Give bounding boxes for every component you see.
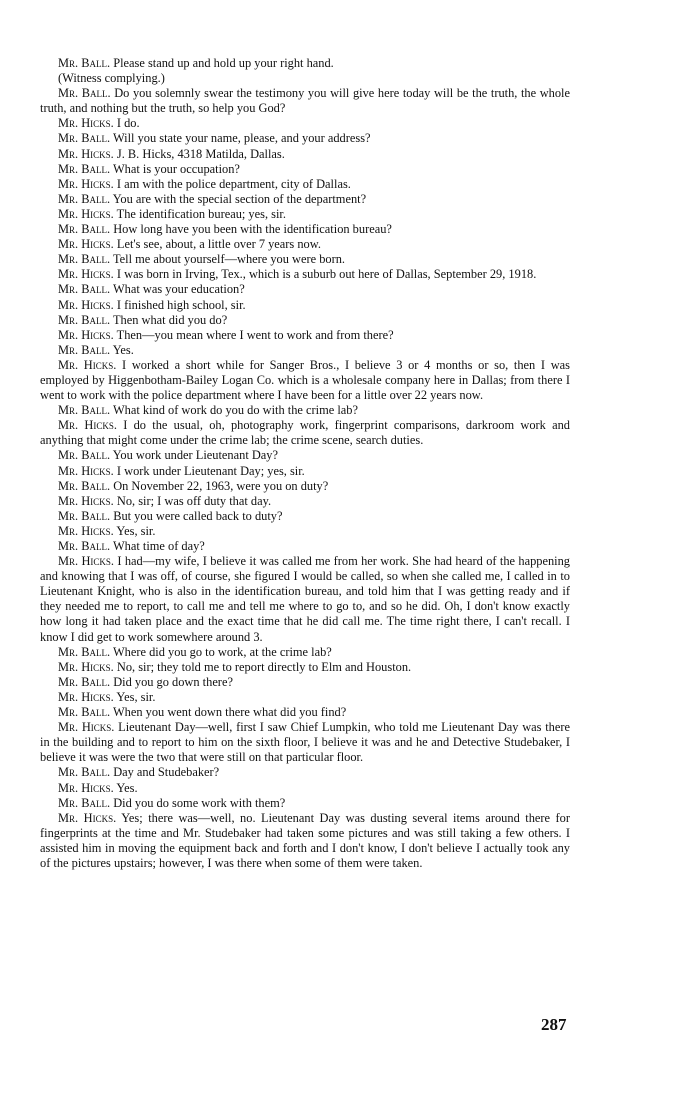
testimony-text: Where did you go to work, at the crime lab? xyxy=(112,644,332,659)
speaker-label: Mr. Hicks. xyxy=(58,689,114,704)
speaker-label: Mr. Ball. xyxy=(58,539,111,553)
testimony-text: The identification bureau; yes, sir. xyxy=(116,206,286,221)
transcript-paragraph xyxy=(40,781,570,796)
speaker-label: Mr. Hicks. xyxy=(58,418,117,433)
speaker-label: Mr. Hicks. xyxy=(58,206,114,221)
testimony-text: When you went down there what did you find? xyxy=(112,705,347,720)
transcript-paragraph xyxy=(40,328,570,343)
transcript-paragraph xyxy=(40,358,570,403)
testimony-text: What is your occupation? xyxy=(112,161,240,176)
transcript-paragraph xyxy=(40,343,570,358)
speaker-label: Mr. Ball. xyxy=(58,56,111,70)
testimony-text: Yes, sir. xyxy=(116,689,156,704)
speaker-label: Mr. Ball. xyxy=(58,674,111,689)
transcript-paragraph xyxy=(40,71,570,86)
testimony-text: Yes, sir. xyxy=(116,523,156,538)
transcript-paragraph xyxy=(40,554,570,645)
transcript-paragraph xyxy=(40,162,570,177)
transcript-paragraph xyxy=(40,690,570,705)
testimony-text: Day and Studebaker? xyxy=(113,765,220,780)
testimony-text: I work under Lieutenant Day; yes, sir. xyxy=(116,463,305,478)
speaker-label: Mr. Ball. xyxy=(58,161,111,176)
transcript-paragraph xyxy=(40,147,570,162)
speaker-label: Mr. Ball. xyxy=(58,478,111,493)
speaker-label: Mr. Ball. xyxy=(58,795,111,810)
transcript-page xyxy=(40,56,570,871)
speaker-label: Mr. Hicks. xyxy=(58,116,114,131)
transcript-paragraph xyxy=(40,720,570,765)
transcript-paragraph xyxy=(40,237,570,252)
speaker-label: Mr. Ball. xyxy=(58,342,111,357)
speaker-label: Mr. Ball. xyxy=(58,252,111,267)
speaker-label: Mr. Ball. xyxy=(58,644,111,659)
speaker-label: Mr. Ball. xyxy=(58,282,111,297)
testimony-text: Then—you mean where I went to work and from there? xyxy=(116,327,394,342)
speaker-label: Mr. Hicks. xyxy=(58,463,114,478)
speaker-label: Mr. Ball. xyxy=(58,312,111,327)
speaker-label: Mr. Ball. xyxy=(58,448,111,463)
transcript-paragraph xyxy=(40,509,570,524)
transcript-paragraph xyxy=(40,479,570,494)
speaker-label: Mr. Hicks. xyxy=(58,357,117,372)
transcript-paragraph xyxy=(40,252,570,267)
transcript-paragraph xyxy=(40,403,570,418)
testimony-text: I am with the police department, city of Dallas. xyxy=(116,176,351,191)
transcript-paragraph xyxy=(40,524,570,539)
transcript-paragraph xyxy=(40,675,570,690)
transcript-paragraph xyxy=(40,765,570,780)
testimony-text: Please stand up and hold up your right hand. xyxy=(113,56,334,70)
transcript-paragraph xyxy=(40,56,570,71)
speaker-label: Mr. Ball. xyxy=(58,131,111,146)
testimony-text: You work under Lieutenant Day? xyxy=(112,448,279,463)
testimony-text: I do the usual, oh, photography work, fingerprint comparisons, darkroom work and anything that might come under the crime lab; the crime scene, search duties. xyxy=(40,418,570,448)
transcript-paragraph xyxy=(40,464,570,479)
testimony-text: On November 22, 1963, were you on duty? xyxy=(113,478,329,493)
speaker-label: Mr. Hicks. xyxy=(58,780,114,795)
speaker-label: Mr. Ball. xyxy=(58,222,111,237)
testimony-text: I was born in Irving, Tex., which is a suburb out here of Dallas, September 29, 1918. xyxy=(116,267,537,282)
speaker-label: Mr. Ball. xyxy=(58,765,111,780)
transcript-paragraph xyxy=(40,177,570,192)
testimony-text: Tell me about yourself—where you were born. xyxy=(112,252,346,267)
transcript-paragraph xyxy=(40,660,570,675)
transcript-paragraph xyxy=(40,796,570,811)
transcript-paragraph xyxy=(40,494,570,509)
transcript-body xyxy=(40,56,570,871)
testimony-text: I worked a short while for Sanger Bros., I believe 3 or 4 months or so, then I was employed by Higgenbotham-Bailey Logan Co. which is a wholesale company here in Dallas; from there I went to work with the police department where I have been for a little over 22 years now. xyxy=(40,357,570,403)
testimony-text: Yes. xyxy=(116,780,138,795)
testimony-text: But you were called back to duty? xyxy=(113,508,283,523)
testimony-text: Did you go down there? xyxy=(113,674,233,689)
testimony-text: J. B. Hicks, 4318 Matilda, Dallas. xyxy=(116,146,285,161)
speaker-label: Mr. Hicks. xyxy=(58,146,114,161)
speaker-label: Mr. Hicks. xyxy=(58,176,114,191)
testimony-text: I do. xyxy=(116,116,140,131)
testimony-text: Lieutenant Day—well, first I saw Chief Lumpkin, who told me Lieutenant Day was there in the building and to report to him on the sixth floor, I believe it was and he and Detective Studebaker, I believe it was were the two that were still on that particular floor. xyxy=(40,720,570,765)
transcript-paragraph xyxy=(40,116,570,131)
speaker-label: Mr. Ball. xyxy=(58,191,111,206)
transcript-paragraph xyxy=(40,448,570,463)
speaker-label: Mr. Hicks. xyxy=(58,267,114,282)
testimony-text: You are with the special section of the department? xyxy=(112,191,367,206)
page-number: 287 xyxy=(541,1015,567,1034)
testimony-text: Yes. xyxy=(112,342,134,357)
transcript-paragraph xyxy=(40,418,570,448)
transcript-paragraph xyxy=(40,705,570,720)
transcript-paragraph xyxy=(40,207,570,222)
speaker-label: Mr. Hicks. xyxy=(58,659,114,674)
transcript-paragraph xyxy=(40,811,570,871)
testimony-text: No, sir; I was off duty that day. xyxy=(116,493,272,508)
transcript-paragraph xyxy=(40,222,570,237)
speaker-label: Mr. Hicks. xyxy=(58,493,114,508)
transcript-paragraph xyxy=(40,539,570,554)
speaker-label: Mr. Ball. xyxy=(58,705,111,720)
testimony-text: Do you solemnly swear the testimony you will give here today will be the truth, the whole truth, and nothing but the truth, so help you God? xyxy=(40,86,570,116)
speaker-label: Mr. Hicks. xyxy=(58,327,114,342)
speaker-label: Mr. Hicks. xyxy=(58,237,114,252)
speaker-label: Mr. Ball. xyxy=(58,403,111,418)
testimony-text: (Witness complying.) xyxy=(58,71,165,86)
testimony-text: What kind of work do you do with the crime lab? xyxy=(112,403,358,418)
transcript-paragraph xyxy=(40,645,570,660)
transcript-paragraph xyxy=(40,131,570,146)
testimony-text: Then what did you do? xyxy=(112,312,228,327)
transcript-paragraph xyxy=(40,282,570,297)
transcript-paragraph xyxy=(40,313,570,328)
speaker-label: Mr. Hicks. xyxy=(58,810,117,825)
testimony-text: Yes; there was—well, no. Lieutenant Day was dusting several items around there for fingerprints at the time and Mr. Studebaker had taken some pictures and was still taking a few others. I assisted him in moving the equipment back and forth and I don't know, I don't believe I actually took any of the pictures upstairs; however, I was there when some of them were taken. xyxy=(40,810,570,870)
speaker-label: Mr. Ball. xyxy=(58,508,111,523)
transcript-paragraph xyxy=(40,267,570,282)
speaker-label: Mr. Hicks. xyxy=(58,720,115,735)
speaker-label: Mr. Hicks. xyxy=(58,554,115,569)
transcript-paragraph xyxy=(40,192,570,207)
testimony-text: I had—my wife, I believe it was called me from her work. She had heard of the happening and knowing that I was off, of course, she figured I would be called, so when she called me, I called in to Lieutenant Knight, who is also in the identification bureau, and told him that I was getting ready and if they needed me to report, to call me and tell me where to go to, and so he did. Oh, I don't know exactly how long it had taken place and the exact time that he did call me. The time right there, I can't recall. I know I did get to work somewhere around 3. xyxy=(40,554,570,644)
testimony-text: I finished high school, sir. xyxy=(116,297,246,312)
speaker-label: Mr. Ball. xyxy=(58,86,111,101)
transcript-paragraph xyxy=(40,86,570,116)
testimony-text: Let's see, about, a little over 7 years now. xyxy=(116,237,321,252)
transcript-paragraph xyxy=(40,298,570,313)
testimony-text: Will you state your name, please, and your address? xyxy=(112,131,371,146)
testimony-text: How long have you been with the identification bureau? xyxy=(113,222,392,237)
testimony-text: What time of day? xyxy=(112,539,205,553)
testimony-text: What was your education? xyxy=(112,282,245,297)
testimony-text: No, sir; they told me to report directly to Elm and Houston. xyxy=(116,659,412,674)
testimony-text: Did you do some work with them? xyxy=(113,795,286,810)
speaker-label: Mr. Hicks. xyxy=(58,523,114,538)
speaker-label: Mr. Hicks. xyxy=(58,297,114,312)
